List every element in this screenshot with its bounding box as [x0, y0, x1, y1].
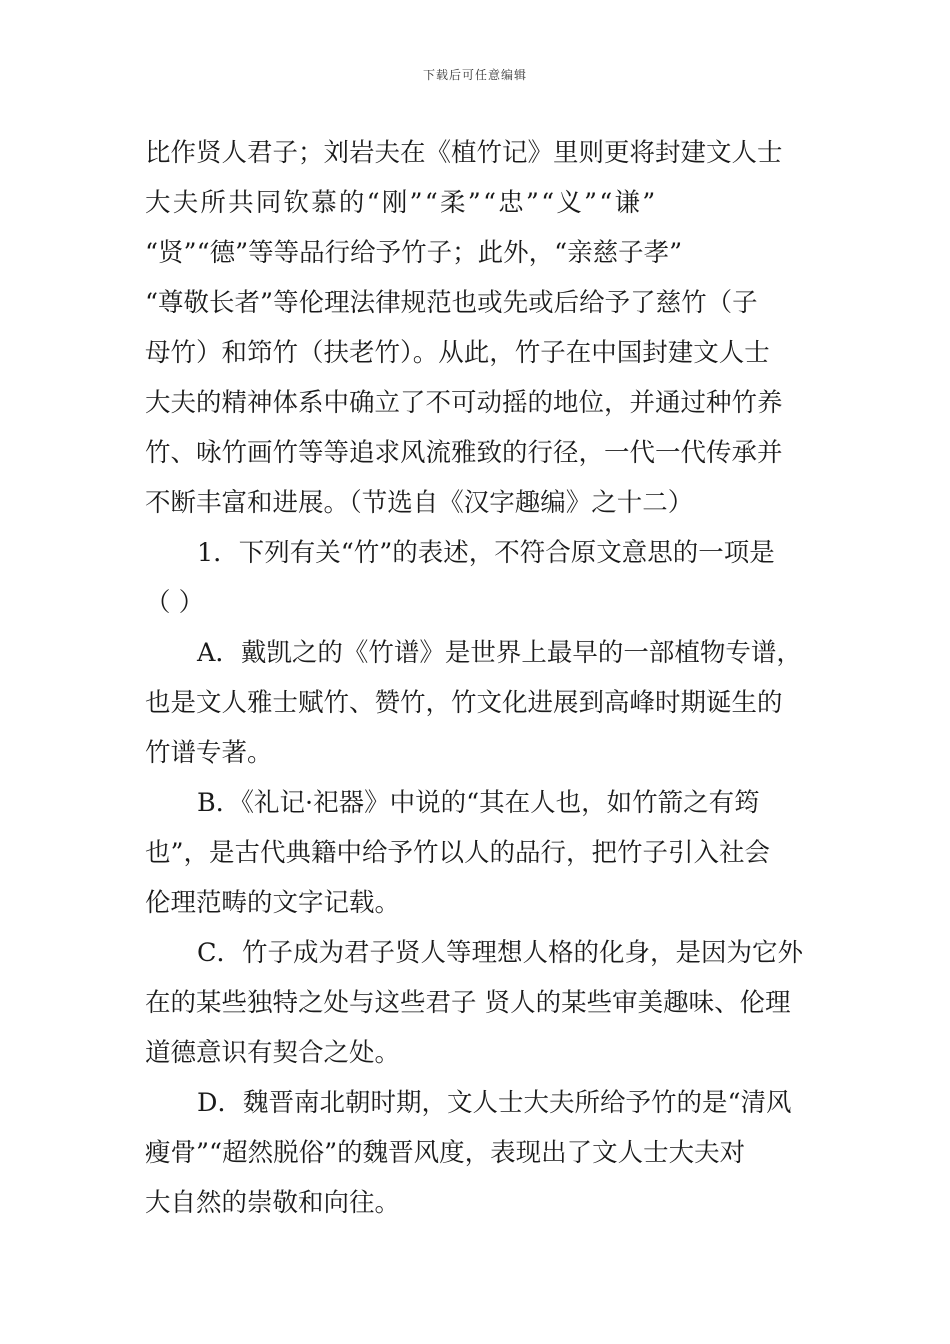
option-line: D．魏晋南北朝时期，文人士大夫所给予竹的是“清风	[197, 1088, 792, 1118]
question-stem: 1．下列有关“竹”的表述，不符合原文意思的一项是	[197, 538, 775, 568]
header-note: 下载后可任意编辑	[422, 68, 527, 82]
option-line: 大自然的崇敬和向往。	[145, 1188, 401, 1218]
passage-line: “贤”“德”等等品行给予竹子；此外，“亲慈子孝”	[145, 238, 683, 268]
passage-line: 竹、咏竹画竹等等追求风流雅致的行径，一代一代传承并	[145, 438, 783, 468]
option-line: C．竹子成为君子贤人等理想人格的化身，是因为它外	[197, 938, 804, 968]
option-line: 竹谱专著。	[145, 738, 273, 768]
option-line: 伦理范畴的文字记载。	[145, 888, 401, 918]
document-body	[145, 128, 810, 1228]
option-line: 瘦骨”“超然脱俗”的魏晋风度，表现出了文人士大夫对	[145, 1138, 746, 1168]
option-line: 也是文人雅士赋竹、赞竹，竹文化进展到高峰时期诞生的	[145, 688, 783, 718]
option-line: 道德意识有契合之处。	[145, 1038, 401, 1068]
option-c	[145, 928, 810, 1078]
option-line: 在的某些独特之处与这些君子 贤人的某些审美趣味、伦理	[145, 988, 791, 1018]
option-line: 也”，是古代典籍中给予竹以人的品行，把竹子引入社会	[145, 838, 771, 868]
question-1	[145, 528, 810, 1228]
option-line: B．《礼记·祀器》中说的“其在人也，如竹箭之有筠	[197, 788, 760, 818]
option-b	[145, 778, 810, 928]
passage-line: 大夫的精神体系中确立了不可动摇的地位，并通过种竹养	[145, 388, 783, 418]
passage-line: 大夫所共同钦慕的“刚”“柔”“忠”“义”“谦”	[145, 188, 658, 218]
passage-line: 母竹）和笻竹（扶老竹）。从此，竹子在中国封建文人士	[145, 338, 770, 368]
option-line: A．戴凯之的《竹谱》是世界上最早的一部植物专谱，	[197, 638, 802, 668]
option-d	[145, 1078, 810, 1228]
passage-line: 不断丰富和进展。（节选自《汉字趣编》之十二）	[145, 488, 694, 518]
passage-line: 比作贤人君子；刘岩夫在《植竹记》里则更将封建文人士	[145, 138, 783, 168]
option-a	[145, 628, 810, 778]
passage-line: “尊敬长者”等伦理法律规范也或先或后给予了慈竹（子	[145, 288, 758, 318]
passage-paragraph	[145, 128, 810, 528]
answer-bracket: （ ）	[145, 588, 205, 618]
